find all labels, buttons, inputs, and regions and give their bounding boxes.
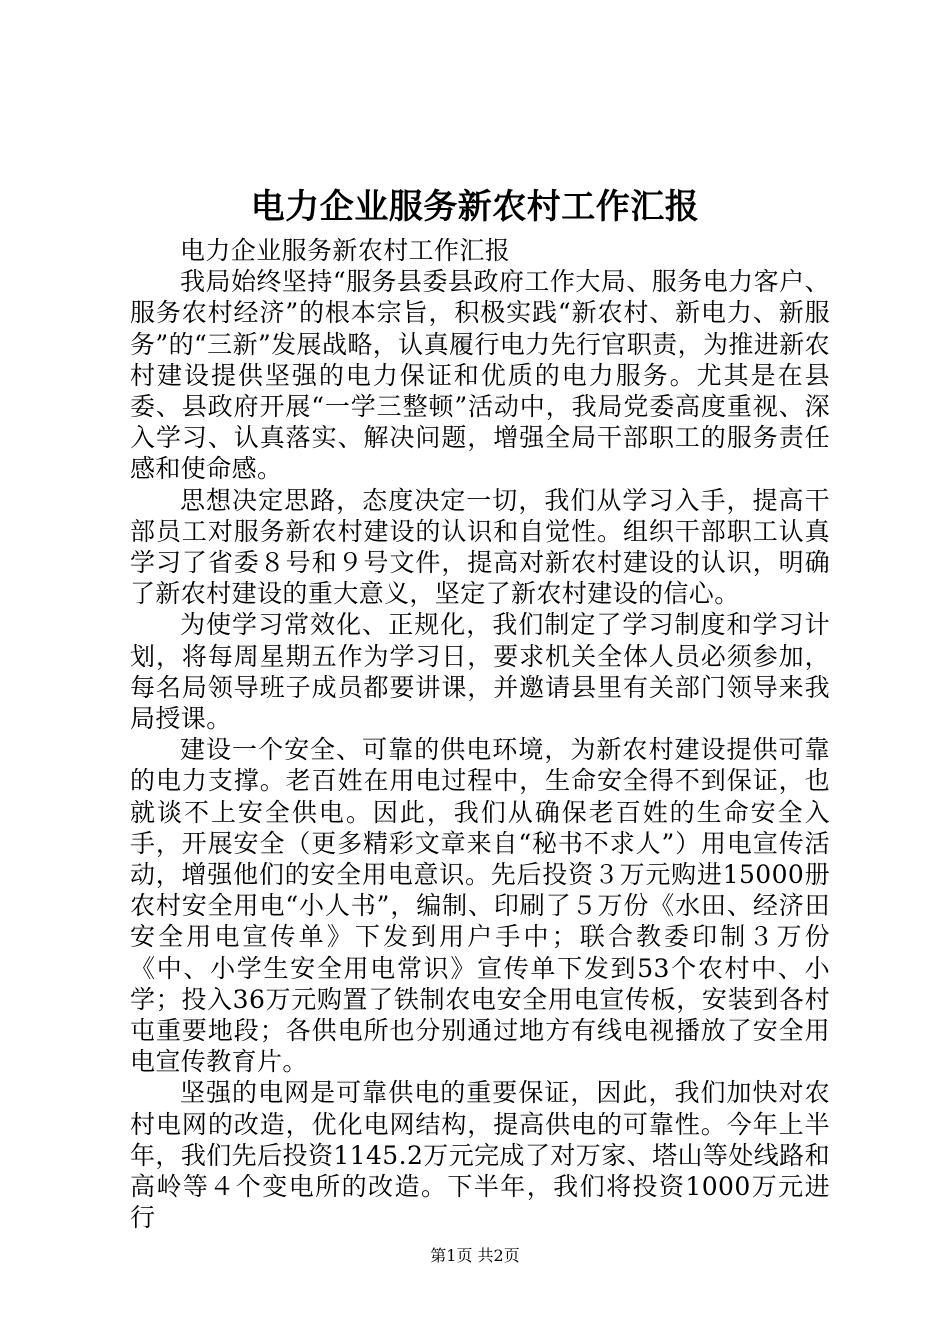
paragraph: 为使学习常效化、正规化，我们制定了学习制度和学习计划，将每周星期五作为学习日，要求机关全体人员必须参加，每名局领导班子成员都要讲课，并邀请县里有关部门领导来我局授课。 [130,610,830,734]
paragraph: 建设一个安全、可靠的供电环境，为新农村建设提供可靠的电力支撑。老百姓在用电过程中，生命安全得不到保证，也就谈不上安全供电。因此，我们从确保老百姓的生命安全入手，开展安全（更多精彩文章来自“秘书不求人”）用电宣传活动，增强他们的安全用电意识。先后投资３万元购进15000册农村安全用电“小人书”，编制、印刷了５万份《水田、经济田安全用电宣传单》下发到用户手中；联合教委印制３万份《中、小学生安全用电常识》宣传单下发到53个农村中、小学；投入36万元购置了铁制农电安全用电宣传板，安装到各村屯重要地段；各供电所也分别通过地方有线电视播放了安全用电宣传教育片。 [130,735,830,1077]
paragraph: 坚强的电网是可靠供电的重要保证，因此，我们加快对农村电网的改造，优化电网结构，提高供电的可靠性。今年上半年，我们先后投资1145.2万元完成了对万家、塔山等处线路和高岭等４个变电所的改造。下半年，我们将投资1000万元进行 [130,1078,830,1233]
page-title: 电力企业服务新农村工作汇报 [250,187,700,227]
paragraph-subtitle: 电力企业服务新农村工作汇报 [180,236,511,265]
page-footer: 第1页 共2页 [430,1246,520,1265]
paragraph: 思想决定思路，态度决定一切，我们从学习入手，提高干部员工对服务新农村建设的认识和自觉性。组织干部职工认真学习了省委８号和９号文件，提高对新农村建设的认识，明确了新农村建设的重大意义，坚定了新农村建设的信心。 [130,485,830,609]
paragraph: 我局始终坚持“服务县委县政府工作大局、服务电力客户、服务农村经济”的根本宗旨，积极实践“新农村、新电力、新服务”的“三新”发展战略，认真履行电力先行官职责，为推进新农村建设提供坚强的电力保证和优质的电力服务。尤其是在县委、县政府开展“一学三整顿”活动中，我局党委高度重视、深入学习、认真落实、解决问题，增强全局干部职工的服务责任感和使命感。 [130,267,830,484]
document-body [130,235,830,1234]
